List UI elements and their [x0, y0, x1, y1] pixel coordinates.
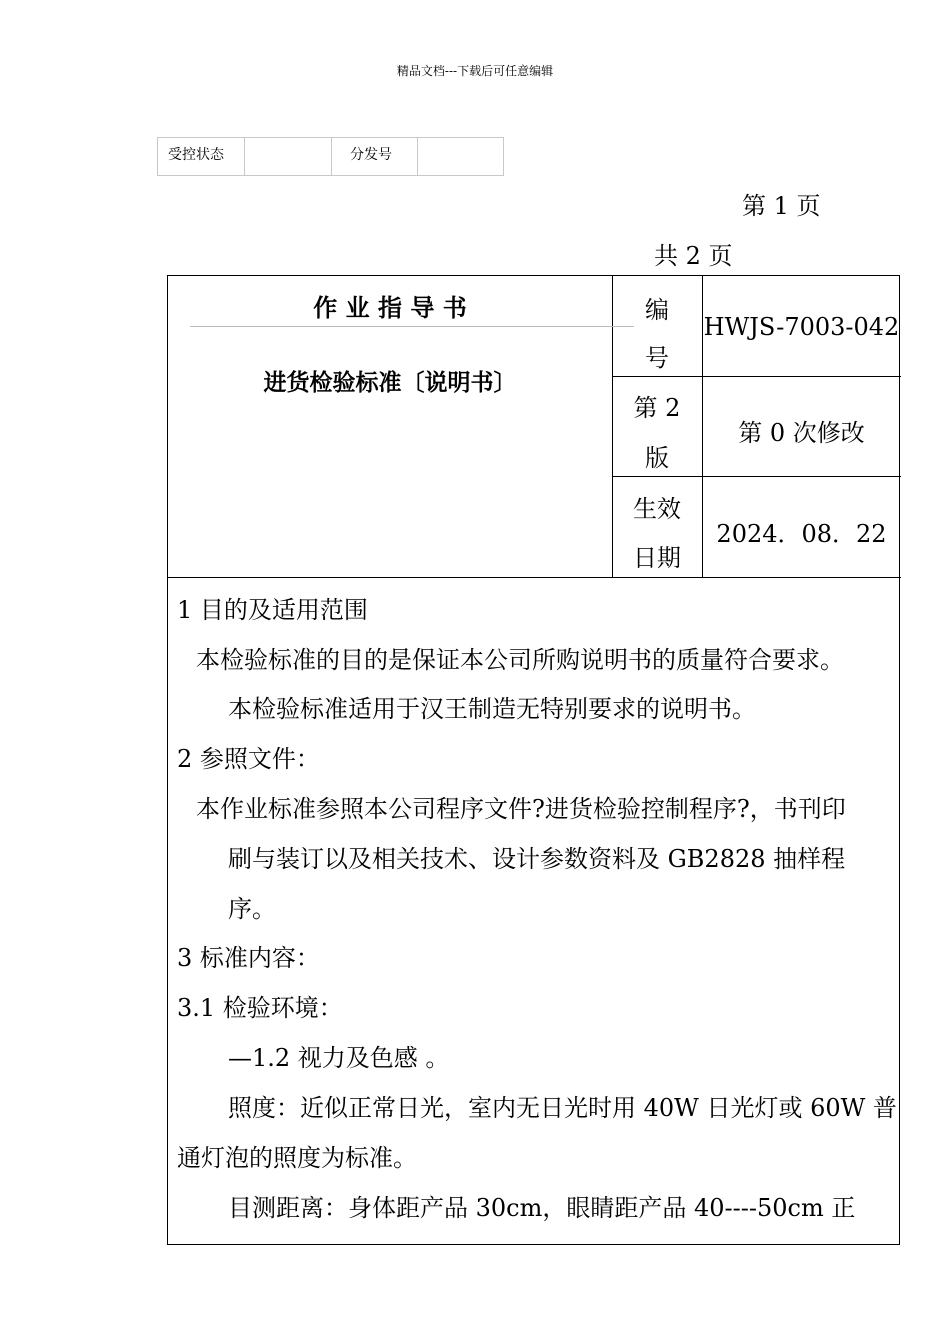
number-value: HWJS-7003-042 [703, 313, 900, 341]
page-total: 共 2 页 [654, 242, 733, 270]
number-label-2: 号 [645, 344, 669, 372]
section-2-heading: 2 参照文件： [177, 745, 320, 773]
body-line: 照度：近似正常日光，室内无日光时用 40W 日光灯或 60W 普 [228, 1094, 897, 1122]
body-line: 本检验标准的目的是保证本公司所购说明书的质量符合要求。 [196, 646, 844, 674]
section-3-1-heading: 3.1 检验环境： [177, 994, 343, 1022]
body-line: 通灯泡的照度为标准。 [177, 1144, 417, 1172]
control-table [157, 137, 504, 176]
edition-label-1: 第 2 [633, 394, 681, 422]
section-3-heading: 3 标准内容： [177, 944, 320, 972]
status-label: 受控状态 [158, 138, 245, 176]
section-1-heading: 1 目的及适用范围 [177, 596, 368, 624]
body-line: 本作业标准参照本公司程序文件?进货检验控制程序?，书刊印 [196, 795, 846, 823]
doc-title: 作 业 指 导 书 [313, 293, 467, 322]
dist-value [418, 138, 504, 176]
body-line: 刷与装订以及相关技术、设计参数资料及 GB2828 抽样程 [228, 845, 846, 873]
header-note: 精品文档---下载后可任意编辑 [396, 64, 554, 78]
doc-subtitle: 进货检验标准〔说明书〕 [263, 369, 517, 396]
edition-value: 第 0 次修改 [738, 419, 865, 447]
body-line: 序。 [228, 895, 276, 923]
body-line: 本检验标准适用于汉王制造无特别要求的说明书。 [228, 695, 756, 723]
date-label-2: 日期 [633, 544, 681, 572]
date-label-1: 生效 [633, 495, 681, 523]
dist-label: 分发号 [332, 138, 418, 176]
body-line: —1.2 视力及色感 。 [228, 1044, 450, 1072]
page-number: 第 1 页 [742, 192, 821, 220]
body-line: 目测距离：身体距产品 30cm，眼睛距产品 40----50cm 正 [228, 1194, 856, 1222]
number-label-1: 编 [645, 296, 669, 324]
document-frame [167, 275, 900, 1245]
date-value: 2024．08．22 [716, 520, 887, 548]
status-value [245, 138, 332, 176]
edition-label-2: 版 [645, 444, 669, 472]
